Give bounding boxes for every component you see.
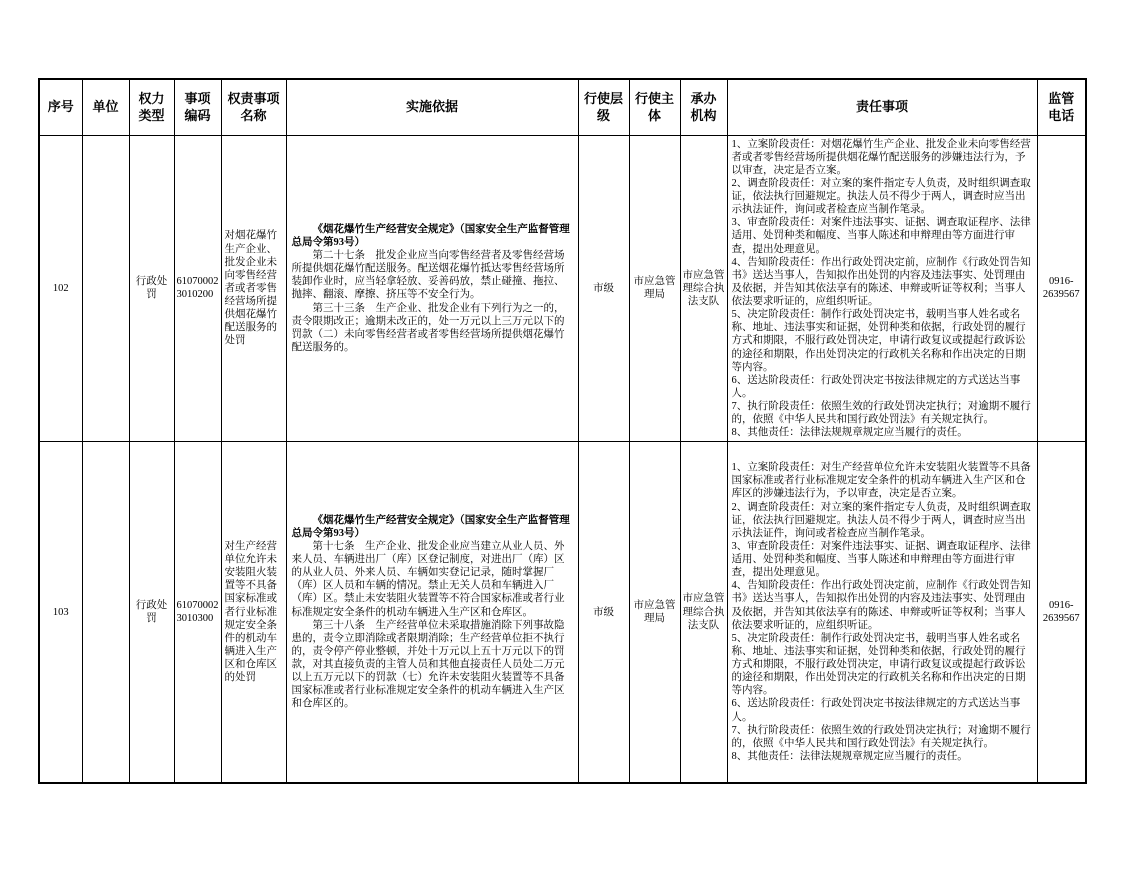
col-header-seq: 序号 <box>39 79 82 135</box>
duty-item: 5、决定阶段责任：制作行政处罚决定书，载明当事人姓名或名称、地址、违法事实和证据，处罚种类和依据，行政处罚的履行方式和期限，不服行政处罚决定，申请行政复议或提起行政诉讼的途径和期限，作出处罚决定的行政机关名称和作出决定的日期等内容。 <box>731 309 1026 373</box>
duty-item: 7、执行阶段责任：依照生效的行政处罚决定执行；对逾期不履行的，依照《中华人民共和国行政处罚法》有关规定执行。 <box>731 724 1031 749</box>
duty-item: 6、送达阶段责任：行政处罚决定书按法律规定的方式送达当事人。 <box>731 374 1021 399</box>
cell-subject: 市应急管理局 <box>629 442 680 783</box>
cell-level: 市级 <box>578 135 629 442</box>
duty-item: 2、调查阶段责任：对立案的案件指定专人负责，及时组织调查取证，依法执行回避规定。执法人员不得少于两人，调查时应当出示执法证件，询问或者检查应当制作笔录。 <box>731 501 1031 539</box>
cell-power-type: 行政处罚 <box>129 442 174 783</box>
cell-seq: 103 <box>39 442 82 783</box>
duty-item: 7、执行阶段责任：依照生效的行政处罚决定执行；对逾期不履行的，依照《中华人民共和国行政处罚法》有关规定执行。 <box>731 401 1031 426</box>
table-row-103 <box>39 442 1086 783</box>
col-header-item-name: 权责事项名称 <box>221 79 286 135</box>
basis-paragraph: 第三十八条 生产经营单位未采取措施消除下列事故隐患的，责令立即消除或者限期消除；生产经营单位拒不执行的，责令停产停业整顿，并处十万元以上五十万元以下的罚款，对其直接负责的主管人员和其他直接责任人员处二万元以上五万元以下的罚款（七）允许未安装阻火装置等不具备国家标准或者行业标准规定安全条件的机动车辆进入生产区和仓库区的。 <box>291 619 565 710</box>
col-header-power-type: 权力类型 <box>129 79 174 135</box>
cell-duty <box>727 442 1037 783</box>
basis-title: 《烟花爆竹生产经营安全规定》（国家安全生产监督管理总局令第93号） <box>291 514 570 539</box>
basis-paragraph: 第二十七条 批发企业应当向零售经营者及零售经营场所提供烟花爆竹配送服务。配送烟花爆竹抵达零售经营场所装卸作业时，应当轻拿轻放、妥善码放，禁止碰撞、拖拉、抛摔、翻滚、摩擦、挤压等不安全行为。 <box>291 250 565 301</box>
cell-seq: 102 <box>39 135 82 442</box>
cell-item-code: 610700023010300 <box>174 442 221 783</box>
duty-item: 1、立案阶段责任：对生产经营单位允许未安装阻火装置等不具备国家标准或者行业标准规定安全条件的机动车辆进入生产区和仓库区的涉嫌违法行为，予以审查，决定是否立案。 <box>731 462 1031 500</box>
cell-unit <box>82 135 129 442</box>
header-row <box>39 79 1086 135</box>
duty-item: 2、调查阶段责任：对立案的案件指定专人负责，及时组织调查取证，依法执行回避规定。执法人员不得少于两人，调查时应当出示执法证件，询问或者检查应当制作笔录。 <box>731 177 1031 216</box>
cell-item-name: 对烟花爆竹生产企业、批发企业未向零售经营者或者零售经营场所提供烟花爆竹配送服务的处罚 <box>221 135 286 442</box>
col-header-phone: 监管电话 <box>1037 79 1086 135</box>
cell-phone: 0916-2639567 <box>1037 135 1086 442</box>
col-header-level: 行使层级 <box>578 79 629 135</box>
cell-item-name: 对生产经营单位允许未安装阻火装置等不具备国家标准或者行业标准规定安全条件的机动车辆进入生产区和仓库区的处罚 <box>221 442 286 783</box>
basis-paragraph: 第十七条 生产企业、批发企业应当建立从业人员、外来人员、车辆进出厂（库）区登记制度，对进出厂（库）区的从业人员、外来人员、车辆如实登记记录，随时掌握厂（库）区人员和车辆的情况。禁止无关人员和车辆进入厂（库）区。禁止未安装阻火装置等不符合国家标准或者行业标准规定安全条件的机动车辆进入生产区和仓库区。 <box>291 540 565 618</box>
cell-subject: 市应急管理局 <box>629 135 680 442</box>
duty-item: 4、告知阶段责任：作出行政处罚决定前，应制作《行政处罚告知书》送达当事人，告知拟作出处罚的内容及违法事实、处罚理由及依据，并告知其依法享有的陈述、申辩或听证等权利；当事人依法要求听证的，应组织听证。 <box>731 580 1031 631</box>
duty-item: 5、决定阶段责任：制作行政处罚决定书，载明当事人姓名或名称、地址、违法事实和证据，处罚种类和依据，行政处罚的履行方式和期限，不服行政处罚决定，申请行政复议或提起行政诉讼的途径和期限，作出处罚决定的行政机关名称和作出决定的日期等内容。 <box>731 632 1026 697</box>
cell-item-code: 610700023010200 <box>174 135 221 442</box>
basis-title: 《烟花爆竹生产经营安全规定》（国家安全生产监督管理总局令第93号） <box>291 223 570 248</box>
responsibility-list-table <box>38 78 1087 784</box>
col-header-basis: 实施依据 <box>286 79 578 135</box>
table-row-102 <box>39 135 1086 442</box>
duty-item: 8、其他责任：法律法规规章规定应当履行的责任。 <box>731 750 968 762</box>
cell-basis <box>286 135 578 442</box>
basis-paragraph: 第三十三条 生产企业、批发企业有下列行为之一的，责令限期改正；逾期未改正的，处一万元以上三万元以下的罚款（二）未向零售经营者或者零售经营场所提供烟花爆竹配送服务的。 <box>291 302 565 353</box>
cell-agency: 市应急管理综合执法支队 <box>680 442 727 783</box>
duty-item: 3、审查阶段责任：对案件违法事实、证据、调查取证程序、法律适用、处罚种类和幅度、当事人陈述和申辩理由等方面进行审查，提出处理意见。 <box>731 217 1031 255</box>
cell-level: 市级 <box>578 442 629 783</box>
duty-item: 6、送达阶段责任：行政处罚决定书按法律规定的方式送达当事人。 <box>731 698 1021 723</box>
col-header-subject: 行使主体 <box>629 79 680 135</box>
duty-item: 3、审查阶段责任：对案件违法事实、证据、调查取证程序、法律适用、处罚种类和幅度、当事人陈述和申辩理由等方面进行审查，提出处理意见。 <box>731 540 1031 579</box>
duty-item: 1、立案阶段责任：对烟花爆竹生产企业、批发企业未向零售经营者或者零售经营场所提供烟花爆竹配送服务的涉嫌违法行为，予以审查，决定是否立案。 <box>731 138 1031 176</box>
col-header-item-code: 事项编码 <box>174 79 221 135</box>
cell-duty <box>727 135 1037 442</box>
cell-agency: 市应急管理综合执法支队 <box>680 135 727 442</box>
duty-item: 4、告知阶段责任：作出行政处罚决定前，应制作《行政处罚告知书》送达当事人，告知拟作出处罚的内容及违法事实、处罚理由及依据，并告知其依法享有的陈述、申辩或听证等权利；当事人依法要求听证的，应组织听证。 <box>731 256 1031 307</box>
col-header-unit: 单位 <box>82 79 129 135</box>
cell-power-type: 行政处罚 <box>129 135 174 442</box>
col-header-agency: 承办机构 <box>680 79 727 135</box>
col-header-duty: 责任事项 <box>727 79 1037 135</box>
cell-phone: 0916-2639567 <box>1037 442 1086 783</box>
cell-unit <box>82 442 129 783</box>
cell-basis <box>286 442 578 783</box>
duty-item: 8、其他责任：法律法规规章规定应当履行的责任。 <box>731 427 968 439</box>
